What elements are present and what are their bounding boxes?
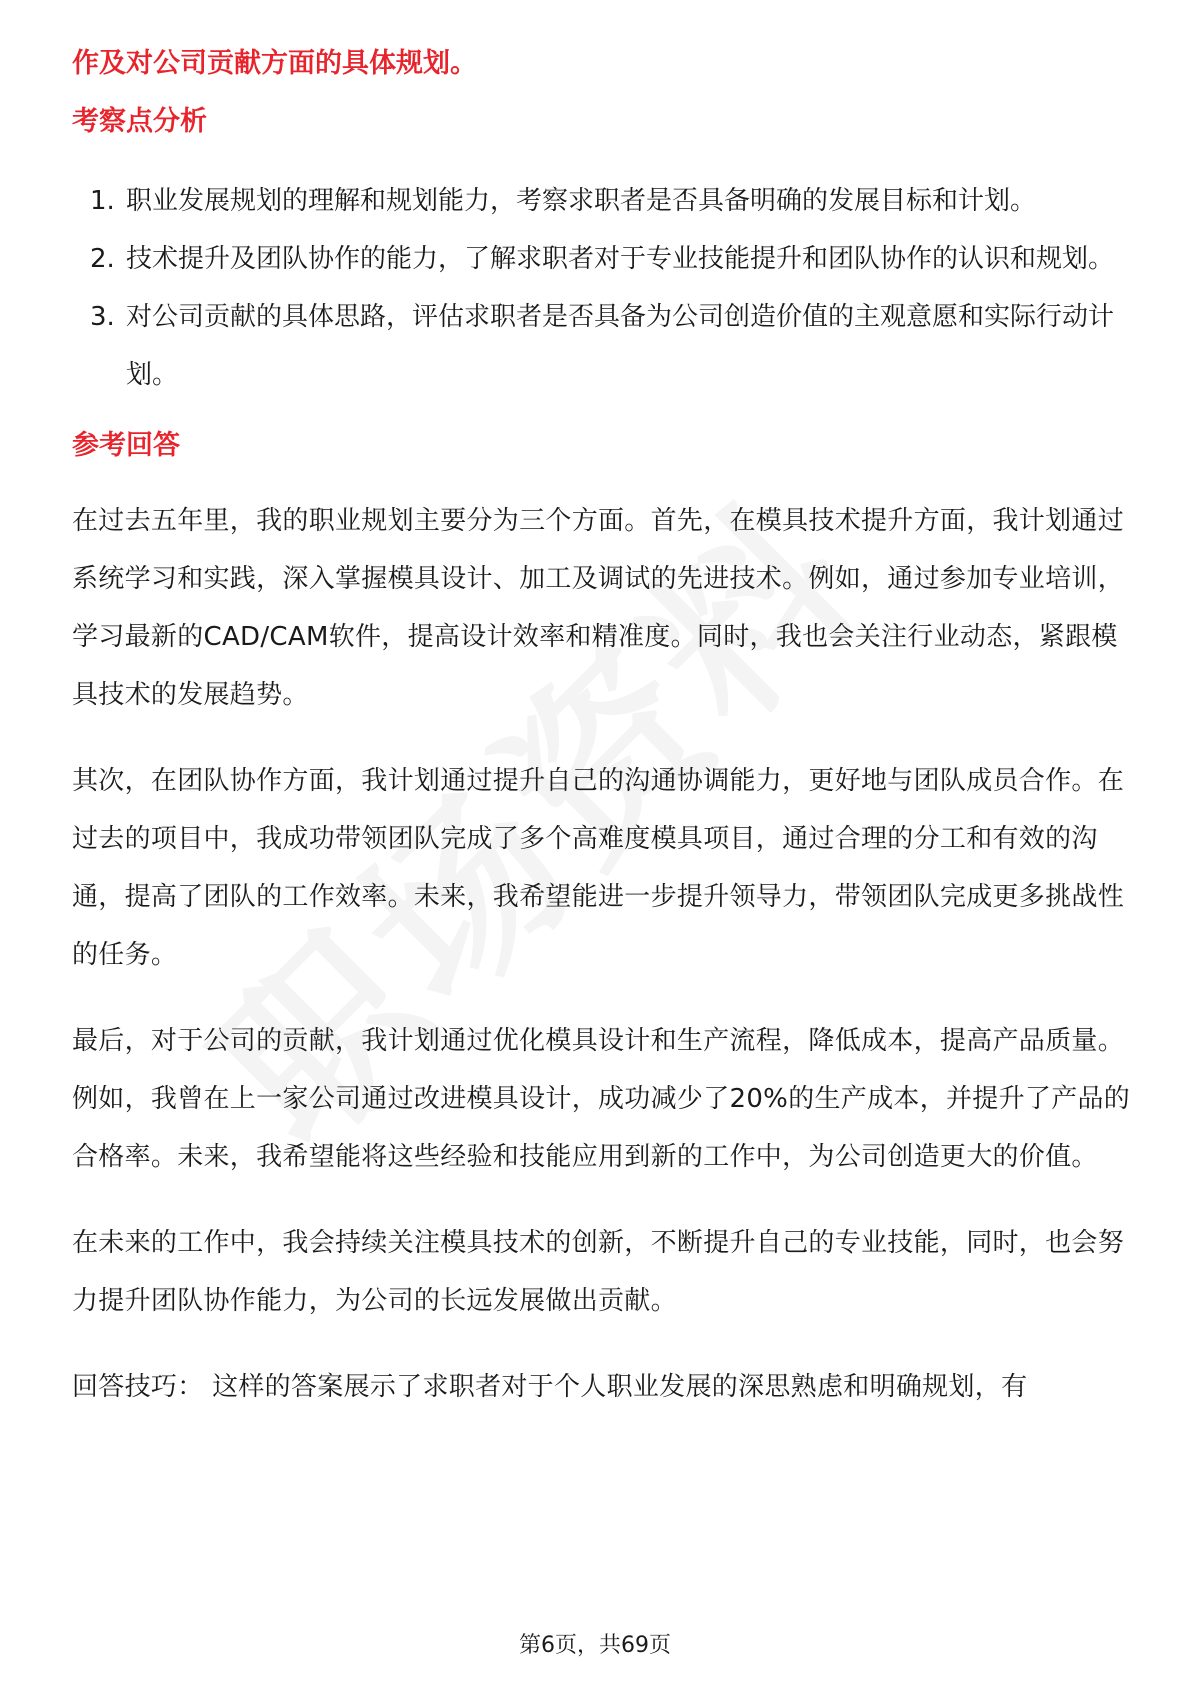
tips-line: 回答技巧： 这样的答案展示了求职者对于个人职业发展的深思熟虑和明确规划，有 — [72, 1372, 1028, 1402]
page-number-footer: 第6页，共69页 — [519, 1633, 671, 1658]
list-item — [72, 172, 1132, 230]
list-item — [72, 230, 1132, 288]
answer-paragraph-2: 其次，在团队协作方面，我计划通过提升自己的沟通协调能力，更好地与团队成员合作。在过去的项目中，我成功带领团队完成了多个高难度模具项目，通过合理的分工和有效的沟通，提高了团队的工作效率。未来，我希望能进一步提升领导力，带领团队完成更多挑战性的任务。 — [72, 766, 1125, 970]
list-item-number: 1. — [90, 186, 115, 216]
answer-paragraph-3: 最后，对于公司的贡献，我计划通过优化模具设计和生产流程，降低成本，提高产品质量。例如，我曾在上一家公司通过改进模具设计，成功减少了20%的生产成本，并提升了产品的合格率。未来，我希望能将这些经验和技能应用到新的工作中，为公司创造更大的价值。 — [72, 1026, 1131, 1172]
list-item-text: 职业发展规划的理解和规划能力，考察求职者是否具备明确的发展目标和计划。 — [126, 186, 1037, 216]
answer-paragraph-1: 在过去五年里，我的职业规划主要分为三个方面。首先，在模具技术提升方面，我计划通过系统学习和实践，深入掌握模具设计、加工及调试的先进技术。例如，通过参加专业培训，学习最新的CAD/CAM软件，提高设计效率和精准度。同时，我也会关注行业动态，紧跟模具技术的发展趋势。 — [72, 506, 1125, 710]
list-item-text: 技术提升及团队协作的能力，了解求职者对于专业技能提升和团队协作的认识和规划。 — [126, 244, 1115, 274]
list-item-number: 2. — [90, 244, 115, 274]
list-item-text: 对公司贡献的具体思路，评估求职者是否具备为公司创造价值的主观意愿和实际行动计划。 — [126, 302, 1115, 390]
analysis-list — [72, 172, 1132, 404]
reference-heading: 参考回答 — [72, 430, 180, 461]
page-content — [72, 44, 1132, 1416]
list-item — [72, 288, 1132, 404]
answer-paragraph-4: 在未来的工作中，我会持续关注模具技术的创新，不断提升自己的专业技能，同时，也会努力提升团队协作能力，为公司的长远发展做出贡献。 — [72, 1228, 1125, 1316]
list-item-number: 3. — [90, 302, 115, 332]
analysis-heading: 考察点分析 — [72, 106, 207, 137]
intro-line: 作及对公司贡献方面的具体规划。 — [72, 48, 477, 79]
